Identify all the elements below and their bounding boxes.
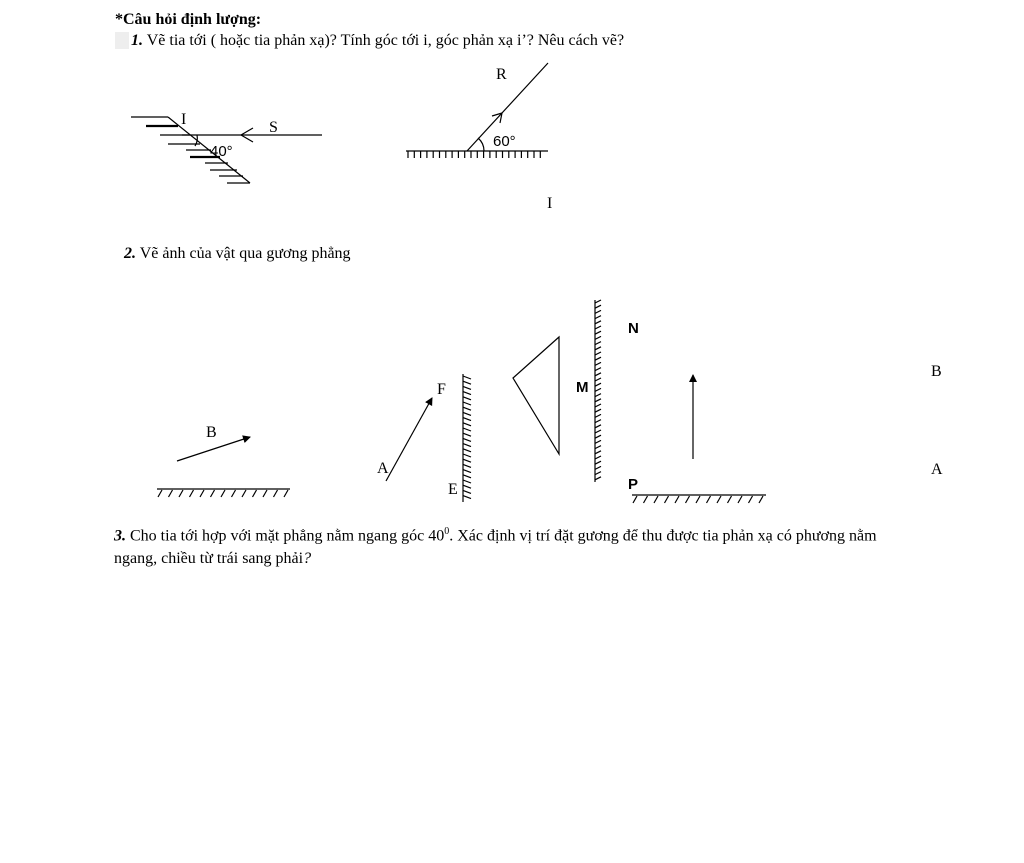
hatch-tick — [686, 496, 690, 503]
hatch-tick — [463, 376, 471, 379]
hatch-tick — [263, 490, 267, 497]
label-S: S — [269, 119, 278, 136]
figure-2d-diagram — [632, 375, 766, 503]
hatch-tick — [200, 490, 204, 497]
mirror-hatching — [633, 496, 763, 503]
hatch-tick — [595, 388, 601, 391]
hatch-tick — [595, 362, 601, 365]
angle-40-label: 40° — [210, 143, 233, 160]
hatch-tick — [595, 305, 601, 308]
question-1-number: 1. — [131, 32, 143, 49]
hatch-tick — [595, 378, 601, 381]
figure-1b-mirror-diagram — [406, 63, 548, 158]
hatch-tick — [463, 392, 471, 395]
hatch-tick — [595, 368, 601, 371]
hatch-tick — [179, 490, 183, 497]
hatch-tick — [728, 496, 732, 503]
hatch-tick — [595, 477, 601, 480]
hatch-tick — [463, 470, 471, 473]
hatch-tick — [463, 496, 471, 499]
hatch-tick — [463, 485, 471, 488]
hatch-tick — [595, 321, 601, 324]
label-E: E — [448, 481, 458, 498]
hatch-tick — [595, 316, 601, 319]
question-3-body-cont: . Xác định vị trí đặt gương để thu được tia phản xạ có phương nằm — [449, 527, 877, 545]
hatch-tick — [463, 433, 471, 436]
mirror-hatching — [595, 300, 601, 480]
hatch-tick — [595, 310, 601, 313]
hatch-tick — [595, 425, 601, 428]
figure-2b-diagram — [386, 374, 471, 502]
hatch-tick — [463, 449, 471, 452]
hatch-tick — [675, 496, 679, 503]
hatch-tick — [717, 496, 721, 503]
hatch-tick — [463, 444, 471, 447]
angle-60-arc — [478, 138, 484, 151]
hatch-tick — [463, 428, 471, 431]
hatch-tick — [463, 475, 471, 478]
hatch-tick — [463, 402, 471, 405]
hatch-tick — [595, 440, 601, 443]
label-R: R — [496, 66, 507, 83]
mirror-hatching — [463, 376, 471, 499]
degree-superscript: 0 — [444, 526, 450, 537]
hatch-tick — [463, 438, 471, 441]
hatch-tick — [595, 414, 601, 417]
hatch-tick — [595, 383, 601, 386]
hatch-tick — [595, 300, 601, 303]
mirror-hatching — [408, 151, 540, 158]
label-F: F — [437, 381, 446, 398]
hatch-tick — [595, 430, 601, 433]
hatch-tick — [169, 490, 173, 497]
hatch-tick — [654, 496, 658, 503]
label-I-fig1a: I — [181, 111, 187, 128]
label-M: M — [576, 379, 589, 396]
hatch-tick — [595, 461, 601, 464]
hatch-tick — [759, 496, 763, 503]
hatch-tick — [595, 451, 601, 454]
hatch-tick — [463, 464, 471, 467]
hatch-tick — [595, 456, 601, 459]
angle-60-label: 60° — [493, 133, 516, 150]
hatch-tick — [595, 357, 601, 360]
label-A-fig2e: A — [931, 461, 943, 478]
hatch-tick — [595, 472, 601, 475]
hatch-tick — [463, 386, 471, 389]
hatch-tick — [595, 326, 601, 329]
hatch-tick — [707, 496, 711, 503]
label-N: N — [628, 320, 639, 337]
hatch-tick — [463, 418, 471, 421]
hatch-tick — [253, 490, 257, 497]
hatch-tick — [463, 412, 471, 415]
label-I-fig1b: I — [547, 195, 553, 212]
question-2-body: Vẽ ảnh của vật qua gương phẳng — [136, 245, 351, 262]
hatch-tick — [595, 394, 601, 397]
hatch-tick — [211, 490, 215, 497]
question-3-question-mark: ? — [303, 550, 312, 567]
hatch-tick — [463, 407, 471, 410]
hatch-tick — [595, 342, 601, 345]
hatch-tick — [738, 496, 742, 503]
hatch-tick — [595, 420, 601, 423]
label-B-fig2a: B — [206, 424, 217, 441]
hatch-tick — [463, 459, 471, 462]
hatch-tick — [463, 454, 471, 457]
hatch-tick — [595, 404, 601, 407]
hatch-tick — [242, 490, 246, 497]
question-1-body: Vẽ tia tới ( hoặc tia phản xạ)? Tính góc tới i, góc phản xạ i’? Nêu cách vẽ? — [143, 32, 625, 49]
label-A-fig2b: A — [377, 460, 389, 477]
label-B-fig2e: B — [931, 363, 942, 380]
hatch-tick — [274, 490, 278, 497]
hatch-tick — [644, 496, 648, 503]
hatch-tick — [749, 496, 753, 503]
hatch-tick — [633, 496, 637, 503]
hatch-tick — [595, 399, 601, 402]
section-heading: *Câu hỏi định lượng: — [115, 11, 262, 28]
hatch-tick — [158, 490, 162, 497]
hatch-tick — [595, 336, 601, 339]
label-P: P — [628, 476, 639, 493]
hatch-tick — [595, 352, 601, 355]
hatch-tick — [595, 466, 601, 469]
hatch-tick — [284, 490, 288, 497]
hatch-tick — [463, 480, 471, 483]
hatch-tick — [595, 435, 601, 438]
mirror-hatching — [158, 490, 288, 497]
question-2-number: 2. — [124, 245, 136, 262]
hatch-tick — [190, 490, 194, 497]
hatch-tick — [463, 490, 471, 493]
figure-2a-diagram — [157, 437, 290, 497]
question-3-number: 3. — [114, 527, 126, 545]
hatch-tick — [463, 381, 471, 384]
object-arrow — [386, 398, 432, 481]
triangle-object — [513, 337, 559, 454]
hatch-tick — [463, 397, 471, 400]
question-3-line-2-text: ngang, chiều từ trái sang phải — [114, 550, 304, 567]
question-3-body: Cho tia tới hợp với mặt phẳng nằm ngang góc 40 — [126, 527, 445, 545]
hatch-tick — [595, 446, 601, 449]
hatch-tick — [595, 373, 601, 376]
hatch-tick — [463, 423, 471, 426]
hatch-tick — [221, 490, 225, 497]
hatch-tick — [595, 347, 601, 350]
hatch-tick — [665, 496, 669, 503]
hatch-tick — [595, 409, 601, 412]
hatch-tick — [696, 496, 700, 503]
hatch-tick — [595, 331, 601, 334]
hatch-tick — [232, 490, 236, 497]
